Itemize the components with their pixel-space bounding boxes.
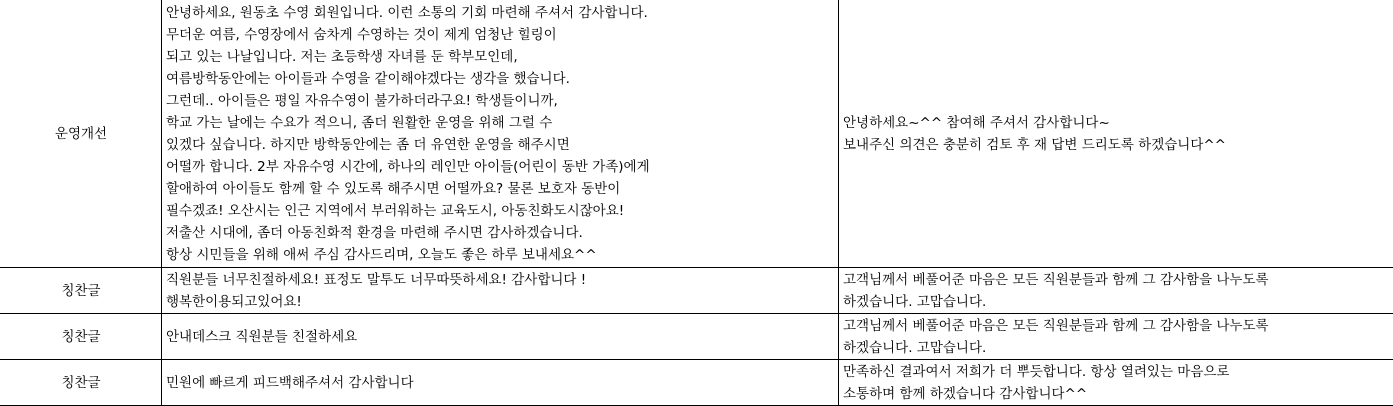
content-line: 할애하여 아이들도 함께 할 수 있도록 해주시면 어떨까요? 물론 보호자 동반이 [166,178,838,200]
content-line: 여름방학동안에는 아이들과 수영을 같이해야겠다는 생각을 했습니다. [166,68,838,90]
reply-line: 안녕하세요~^^ 참여해 주셔서 감사합니다~ [843,112,1393,134]
content-cell[interactable] [162,360,839,406]
content-line: 저출산 시대에, 좀더 아동친화적 환경을 마련해 주시면 감사하겠습니다. [166,222,838,244]
reply-cell[interactable] [839,314,1393,360]
content-line: 되고 있는 나날입니다. 저는 초등학생 자녀를 둔 학부모인데, [166,46,838,68]
reply-line: 소통하며 함께 하겠습니다 감사합니다^^ [843,383,1393,405]
category-label: 칭찬글 [61,283,100,299]
reply-cell[interactable] [839,1,1393,268]
category-cell[interactable] [1,360,162,406]
table-row [1,360,1393,406]
category-cell[interactable] [1,1,162,268]
reply-line: 하겠습니다. 고맙습니다. [843,337,1393,359]
content-line: 직원분들 너무친절하세요! 표정도 말투도 너무따뜻하세요! 감사합니다 ! [166,269,838,291]
reply-line: 만족하신 결과여서 저희가 더 뿌듯합니다. 항상 열려있는 마음으로 [843,361,1393,383]
reply-line: 고객님께서 베풀어준 마음은 모든 직원분들과 함께 그 감사함을 나누도록 [843,315,1393,337]
content-line: 안녕하세요, 원동초 수영 회원입니다. 이런 소통의 기회 마련해 주셔서 감사합니다. [166,2,838,24]
category-cell[interactable] [1,268,162,314]
table-row [1,268,1393,314]
content-line: 있겠다 싶습니다. 하지만 방학동안에는 좀 더 유연한 운영을 해주시면 [166,134,838,156]
reply-line: 고객님께서 베풀어준 마음은 모든 직원분들과 함께 그 감사함을 나누도록 [843,269,1393,291]
reply-line: 하겠습니다. 고맙습니다. [843,291,1393,313]
reply-line: 보내주신 의견은 충분히 검토 후 재 답변 드리도록 하겠습니다^^ [843,134,1393,156]
content-line: 행복한이용되고있어요! [166,291,838,313]
content-cell[interactable] [162,1,839,268]
category-label: 칭찬글 [61,329,100,345]
category-label: 칭찬글 [61,375,100,391]
content-line: 무더운 여름, 수영장에서 숨차게 수영하는 것이 제게 엄청난 힐링이 [166,24,838,46]
content-line: 항상 시민들을 위해 애써 주심 감사드리며, 오늘도 좋은 하루 보내세요^^ [166,244,838,266]
category-cell[interactable] [1,314,162,360]
content-line: 학교 가는 날에는 수요가 적으니, 좀더 원활한 운영을 위해 그럴 수 [166,112,838,134]
table-row [1,1,1393,268]
content-line: 민원에 빠르게 피드백해주셔서 감사합니다 [166,372,838,394]
table-row [1,314,1393,360]
reply-cell[interactable] [839,360,1393,406]
content-line: 필수겠죠! 오산시는 인근 지역에서 부러워하는 교육도시, 아동친화도시잖아요! [166,200,838,222]
content-line: 어떨까 합니다. 2부 자유수영 시간에, 하나의 레인만 아이들(어린이 동반 가족)에게 [166,156,838,178]
category-label: 운영개선 [55,126,107,142]
content-line: 그런데.. 아이들은 평일 자유수영이 불가하더라구요! 학생들이니까, [166,90,838,112]
content-cell[interactable] [162,314,839,360]
content-line: 안내데스크 직원분들 친절하세요 [166,326,838,348]
content-cell[interactable] [162,268,839,314]
reply-cell[interactable] [839,268,1393,314]
